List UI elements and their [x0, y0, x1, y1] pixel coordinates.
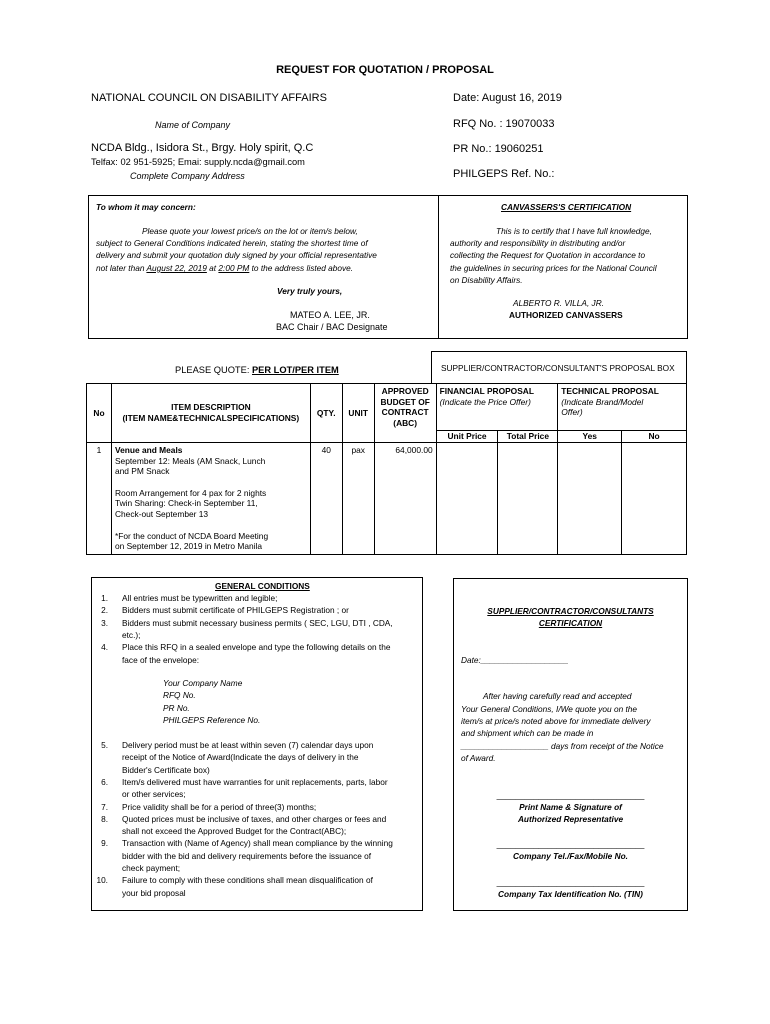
signatory-name: MATEO A. LEE, JR. [290, 310, 370, 320]
header-tech-line: Offer) [561, 407, 583, 418]
cond-num: 2. [101, 605, 108, 616]
header-no-tech: No [622, 431, 687, 443]
rfq-number: RFQ No. : 19070033 [453, 118, 555, 130]
agency-name-caption: Name of Company [155, 120, 231, 130]
please-quote [175, 364, 339, 376]
signature-line[interactable]: ________________________________ [496, 790, 645, 800]
cond-num: 1. [101, 593, 108, 603]
letter-line: to the address listed above. [249, 263, 354, 273]
canvasser-line: the guidelines in securing prices for the National Council [450, 263, 657, 273]
header-abc-line: APPROVED [381, 386, 429, 396]
cond-num: 10. [96, 875, 108, 886]
supplier-cert-text: Your General Conditions, I/We quote you on the [461, 704, 638, 714]
signatory-title: BAC Chair / BAC Designate [276, 322, 388, 332]
row-desc-line: September 12: Meals (AM Snack, Lunch [114, 455, 266, 466]
conditions-heading: GENERAL CONDITIONS [215, 581, 310, 591]
row-unit-price[interactable] [436, 443, 498, 555]
supplier-cert-heading: CERTIFICATION [538, 618, 603, 628]
header-abc [374, 384, 436, 443]
supplier-cert-heading: SUPPLIER/CONTRACTOR/CONSULTANTS [487, 606, 654, 616]
envelope-detail: Your Company Name [163, 678, 243, 688]
cond-num: 6. [101, 776, 108, 787]
table-row [87, 443, 687, 555]
canvasser-line: This is to certify that I have full knowledge, [496, 226, 652, 236]
supplier-cert-delivery-days[interactable]: ___________________ days from receipt of the Notice [461, 741, 664, 751]
header-technical-proposal [558, 384, 687, 431]
cond-num: 9. [101, 838, 108, 849]
supplier-cert-text: After having carefully read and accepted [483, 691, 632, 701]
cond-num: 4. [101, 642, 108, 653]
cond-text: your bid proposal [122, 887, 186, 898]
cond-text: Transaction with (Name of Agency) shall mean compliance by the winning [122, 838, 393, 849]
cond-text: Bidders must submit certificate of PHILGEPS Registration ; or [122, 605, 349, 616]
cond-text: Place this RFQ in a sealed envelope and type the following details on the [122, 642, 391, 653]
row-desc-line: *For the conduct of NCDA Board Meeting [114, 530, 269, 541]
document-title: REQUEST FOR QUOTATION / PROPOSAL [276, 64, 494, 76]
row-total-price[interactable] [498, 443, 558, 555]
header-financial-proposal [436, 384, 558, 431]
cond-text: Item/s delivered must have warranties for unit replacements, parts, labor [122, 776, 388, 787]
row-tech-yes[interactable] [558, 443, 622, 555]
cond-text: Delivery period must be at least within seven (7) calendar days upon [122, 740, 374, 750]
cond-text: Price validity shall be for a period of three(3) months; [122, 801, 317, 812]
cond-text: Bidder's Certificate box) [122, 764, 210, 775]
cond-text: or other services; [122, 789, 186, 800]
supplier-cert-date[interactable]: Date:___________________ [461, 655, 569, 665]
cond-num: 7. [101, 801, 108, 812]
canvasser-title: AUTHORIZED CANVASSERS [509, 310, 623, 320]
header-tech-line: TECHNICAL PROPOSAL [561, 386, 659, 396]
cond-num: 5. [101, 740, 108, 750]
header-unit: UNIT [342, 384, 374, 443]
supplier-cert-text: of Award. [461, 753, 496, 763]
signature-label: Authorized Representative [517, 814, 624, 824]
signature-label: Print Name & Signature of [519, 802, 622, 812]
table-header-row [87, 384, 687, 431]
row-tech-no[interactable] [622, 443, 687, 555]
cond-num: 3. [101, 617, 108, 628]
cond-text: face of the envelope: [122, 654, 200, 665]
row-desc-line: Check-out September 13 [114, 508, 209, 519]
canvasser-heading: CANVASSERS'S CERTIFICATION [501, 202, 632, 212]
row-desc-line: Twin Sharing: Check-in September 11, [114, 498, 258, 509]
letter-deadline-line [96, 262, 353, 274]
header-yes: Yes [558, 431, 622, 443]
row-unit: pax [342, 443, 374, 555]
row-desc-line: on September 12, 2019 in Metro Manila [114, 541, 263, 552]
row-abc: 64,000.00 [374, 443, 436, 555]
cond-text: Failure to comply with these conditions shall mean disqualification of [122, 875, 373, 886]
deadline-time: 2:00 PM [218, 263, 250, 273]
canvasser-line: authority and responsibility in distributing and/or [450, 238, 626, 248]
box-divider [438, 195, 439, 339]
canvasser-name: ALBERTO R. VILLA, JR. [513, 298, 604, 308]
header-desc-line: ITEM DESCRIPTION [171, 402, 251, 413]
canvasser-line: on Disability Affairs. [450, 275, 523, 285]
tel-label: Company Tel./Fax/Mobile No. [513, 851, 628, 861]
letter-salutation: To whom it may concern: [96, 202, 196, 212]
row-no: 1 [87, 443, 112, 555]
letter-line: not later than [96, 263, 147, 273]
letter-line: at [206, 263, 219, 273]
tin-line[interactable]: ________________________________ [496, 877, 645, 887]
row-desc-line: and PM Snack [114, 466, 170, 477]
header-abc-line: BUDGET OF [380, 396, 430, 407]
header-abc-line: CONTRACT [381, 407, 429, 418]
philgeps-ref: PHILGEPS Ref. No.: [453, 168, 555, 180]
row-qty: 40 [310, 443, 342, 555]
cond-text: etc.); [122, 629, 141, 640]
agency-name: NATIONAL COUNCIL ON DISABILITY AFFAIRS [91, 92, 327, 104]
header-abc-line: (ABC) [393, 417, 418, 428]
cond-text: All entries must be typewritten and legible; [122, 593, 278, 603]
cond-text: bidder with the bid and delivery requirements before the issuance of [122, 850, 372, 861]
letter-line: subject to General Conditions indicated herein, stating the shortest time of [96, 238, 368, 248]
pr-number: PR No.: 19060251 [453, 143, 544, 155]
please-quote-prefix: PLEASE QUOTE: [175, 365, 252, 375]
cond-text: shall not exceed the Approved Budget for the Contract(ABC); [122, 826, 347, 837]
row-desc-line: Room Arrangement for 4 pax for 2 nights [114, 487, 267, 498]
row-title: Venue and Meals [114, 445, 183, 455]
quote-mode: PER LOT/PER ITEM [251, 365, 339, 375]
header-no: No [87, 384, 112, 443]
row-description [111, 443, 310, 555]
envelope-detail: RFQ No. [163, 690, 196, 701]
agency-address-caption: Complete Company Address [130, 171, 245, 181]
header-tech-line: (Indicate Brand/Model [561, 396, 644, 407]
header-item-description [111, 384, 310, 443]
cond-num: 8. [101, 813, 108, 824]
tin-label: Company Tax Identification No. (TIN) [498, 889, 643, 899]
items-table [86, 383, 687, 555]
letter-closing: Very truly yours, [277, 286, 343, 296]
header-fin-line: FINANCIAL PROPOSAL [439, 386, 534, 396]
supplier-cert-text: and shipment which can be made in [461, 728, 594, 738]
deadline-date: August 22, 2019 [146, 263, 207, 273]
cond-text: Bidders must submit necessary business permits ( SEC, LGU, DTI , CDA, [122, 617, 393, 628]
envelope-detail: PR No. [163, 702, 190, 713]
agency-address: NCDA Bldg., Isidora St., Brgy. Holy spirit, Q.C [91, 142, 314, 154]
letter-line: delivery and submit your quotation duly signed by your official representative [96, 250, 377, 260]
letter-line: Please quote your lowest price/s on the lot or item/s below, [142, 226, 358, 236]
header-qty: QTY. [310, 384, 342, 443]
cond-text: Quoted prices must be inclusive of taxes, and other charges or fees and [122, 813, 387, 824]
header-fin-line: (Indicate the Price Offer) [439, 396, 531, 407]
envelope-detail: PHILGEPS Reference No. [163, 714, 261, 725]
supplier-cert-text: item/s at price/s noted above for immediate delivery [461, 716, 651, 726]
rfq-date: Date: August 16, 2019 [453, 92, 562, 104]
cond-text: receipt of the Notice of Award(Indicate the days of delivery in the [122, 752, 359, 763]
agency-contact: Telfax: 02 951-5925; Emai: supply.ncda@gmail.com [91, 157, 305, 167]
canvasser-line: collecting the Request for Quotation in accordance to [450, 250, 646, 260]
cond-text: check payment; [122, 863, 181, 873]
header-desc-line: (ITEM NAME&TECHNICALSPECIFICATIONS) [122, 413, 300, 423]
header-unit-price: Unit Price [436, 431, 498, 443]
header-total-price: Total Price [498, 431, 558, 443]
tel-line[interactable]: ________________________________ [496, 839, 645, 849]
proposal-box-label: SUPPLIER/CONTRACTOR/CONSULTANT'S PROPOSAL BOX [441, 363, 675, 373]
